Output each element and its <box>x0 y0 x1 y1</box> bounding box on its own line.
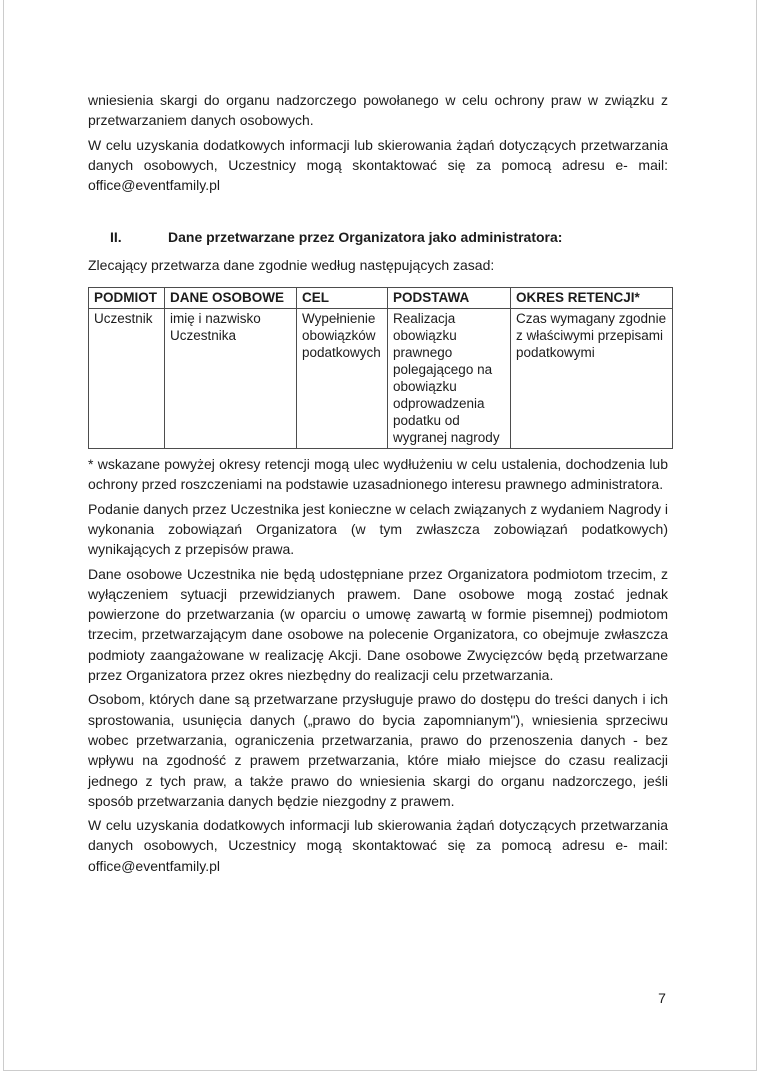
paragraph-data-sharing: Dane osobowe Uczestnika nie będą udostępniane przez Organizatora podmiotom trzecim, z wyłączeniem sytuacji przewidzianych prawem. Dane osobowe mogą zostać jednak powierzone do przetwarzania (w oparciu o umowę zawartą w formie pisemnej) podmiotom trzecim, przetwarzającym dane osobowe na polecenie Organizatora, co obejmuje zwłaszcza podmioty zaangażowane w realizację Akcji. Dane osobowe Zwycięzców będą przetwarzane przez Organizatora przez okres niezbędny do realizacji celu przetwarzania. <box>88 565 668 684</box>
page-number: 7 <box>658 990 666 1006</box>
column-header-cel: CEL <box>297 288 388 309</box>
cell-okres-retencji: Czas wymagany zgodnie z właściwymi przepisami podatkowymi <box>511 309 673 449</box>
section-title: Dane przetwarzane przez Organizatora jako administratora: <box>168 229 563 246</box>
footnote-retention: * wskazane powyżej okresy retencji mogą ulec wydłużeniu w celu ustalenia, dochodzenia lub ochrony przed roszczeniami na podstawie uzasadnionego interesu prawnego administratora. <box>88 456 668 493</box>
section-heading <box>88 227 668 247</box>
cell-podstawa: Realizacja obowiązku prawnego polegającego na obowiązku odprowadzenia podatku od wygranej nagrody <box>388 309 511 449</box>
cell-dane-osobowe: imię i nazwisko Uczestnika <box>165 309 297 449</box>
paragraph-contact-info-2: W celu uzyskania dodatkowych informacji lub skierowania żądań dotyczących przetwarzania danych osobowych, Uczestnicy mogą skontaktować się za pomocą adresu e- mail: office@eventfamily.pl <box>88 817 668 874</box>
paragraph-complaint-continuation: wniesienia skargi do organu nadzorczego powołanego w celu ochrony praw w związku z przetwarzaniem danych osobowych. <box>88 92 668 129</box>
column-header-podmiot: PODMIOT <box>89 288 165 309</box>
column-header-podstawa: PODSTAWA <box>388 288 511 309</box>
column-header-okres-retencji: OKRES RETENCJI* <box>511 288 673 309</box>
page-content <box>88 90 668 880</box>
paragraph-data-providing: Podanie danych przez Uczestnika jest konieczne w celach związanych z wydaniem Nagrody i wykonania zobowiązań Organizatora (w tym zwłaszcza zobowiązań podatkowych) wynikających z przepisów prawa. <box>88 500 668 558</box>
section-number: II. <box>110 229 122 246</box>
cell-cel: Wypełnienie obowiązków podatkowych <box>297 309 388 449</box>
paragraph-data-rights: Osobom, których dane są przetwarzane przysługuje prawo do dostępu do treści danych i ich sprostowania, usunięcia danych („prawo do bycia zapomnianym"), wniesienia sprzeciwu wobec przetwarzania, ograniczenia przetwarzania, prawo do przenoszenia danych - bez wpływu na zgodność z prawem przetwarzania, które miało miejsce do czasu realizacji jednego z tych praw, a także prawo do wniesienia skargi do organu nadzorczego, jeśli sposób przetwarzania danych będzie niezgodny z prawem. <box>88 691 668 809</box>
table-header-row <box>89 288 673 309</box>
cell-podmiot: Uczestnik <box>89 309 165 449</box>
paragraph-contact-info-1: W celu uzyskania dodatkowych informacji lub skierowania żądań dotyczących przetwarzania danych osobowych, Uczestnicy mogą skontaktować się za pomocą adresu e- mail: office@eventfamily.pl <box>88 136 668 194</box>
table-row <box>89 309 673 449</box>
paragraph-table-intro: Zlecający przetwarza dane zgodnie według następujących zasad: <box>88 256 495 273</box>
column-header-dane-osobowe: DANE OSOBOWE <box>165 288 297 309</box>
data-processing-table <box>88 287 673 449</box>
